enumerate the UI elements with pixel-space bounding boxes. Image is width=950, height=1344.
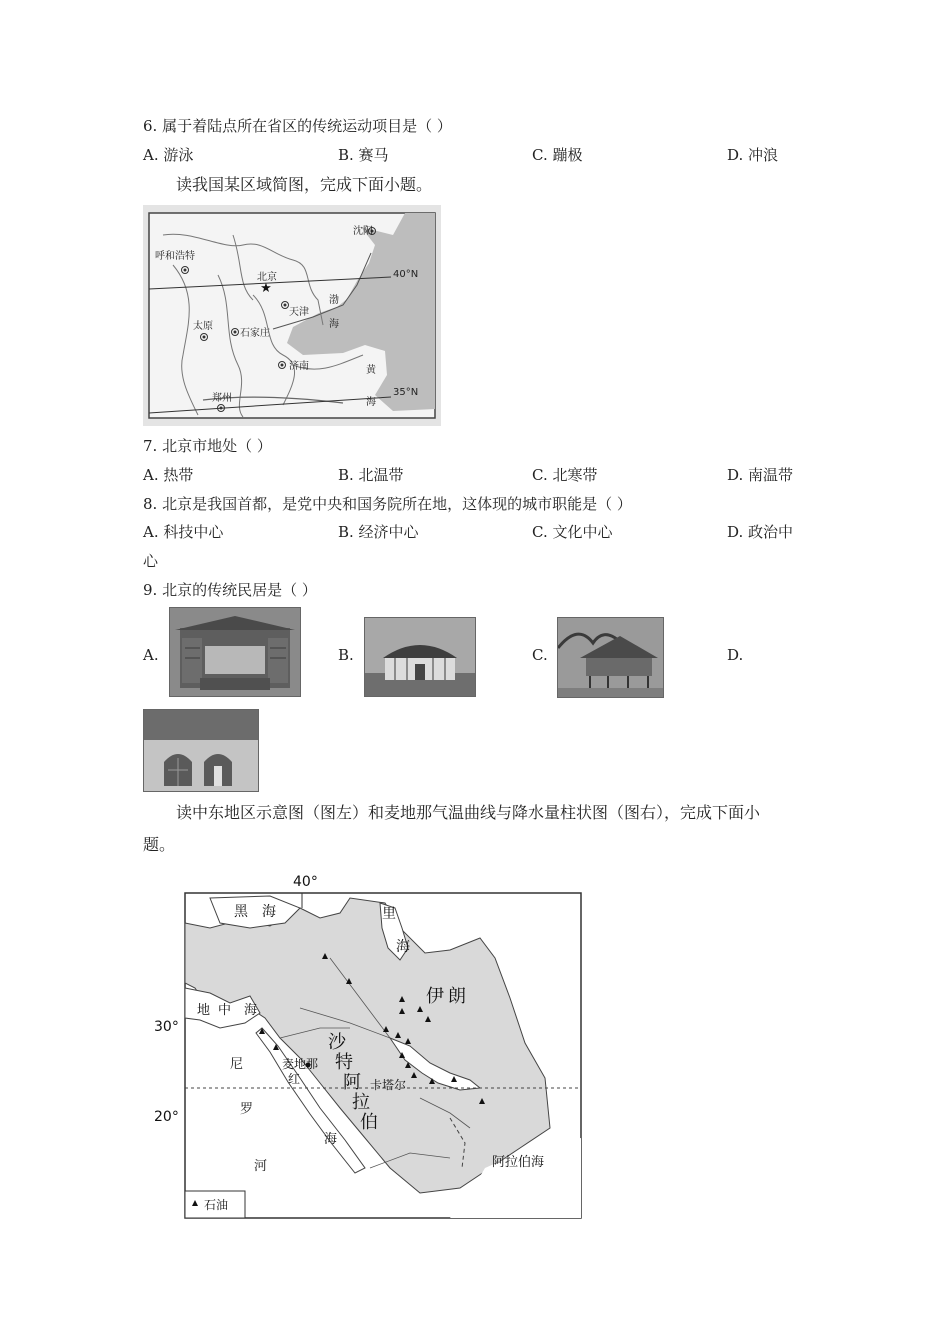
q6-option-b[interactable]: B. 赛马: [338, 146, 389, 164]
q9-option-a[interactable]: A.: [143, 646, 159, 664]
q8-stem: 8. 北京是我国首都，是党中央和国务院所在地，这体现的城市职能是（ ）: [143, 495, 632, 513]
q6-stem: 6. 属于着陆点所在省区的传统运动项目是（ ）: [143, 117, 452, 135]
label-caspian-1: 里: [382, 906, 396, 922]
intro-middle-east-line1: 读中东地区示意图（图左）和麦地那气温曲线与降水量柱状图（图右），完成下面小: [176, 803, 761, 822]
label-arabian-sea: 阿拉伯海: [492, 1155, 545, 1170]
label-iran-2: 朗: [448, 986, 466, 1007]
q9-stem: 9. 北京的传统民居是（ ）: [143, 581, 317, 599]
city-shijiazhuang: 石家庄: [240, 328, 270, 339]
photo-stilt-house[interactable]: [557, 617, 664, 698]
q8-option-c[interactable]: C. 文化中心: [532, 523, 613, 541]
city-taiyuan: 太原: [193, 321, 213, 332]
label-nile-1: 尼: [230, 1057, 244, 1072]
label-saudi-3: 阿: [343, 1072, 361, 1093]
label-saudi-2: 特: [335, 1052, 353, 1073]
city-beijing: 北京: [257, 272, 277, 283]
q6-option-a[interactable]: A. 游泳: [143, 146, 194, 164]
label-med-3: 海: [244, 1003, 258, 1018]
city-jinan: 济南: [289, 361, 309, 372]
photo-yurt[interactable]: [364, 617, 476, 697]
lat-35n: 35°N: [393, 387, 419, 398]
label-saudi-1: 沙: [328, 1032, 346, 1053]
north-china-map: [143, 205, 441, 426]
intro-middle-east-line2: 题。: [143, 835, 176, 854]
city-tianjin: 天津: [289, 307, 309, 318]
middle-east-map: [150, 868, 585, 1220]
label-medina: 麦地那: [282, 1057, 319, 1071]
intro-north-china: 读我国某区域简图，完成下面小题。: [176, 175, 433, 194]
label-qatar: 卡塔尔: [370, 1078, 407, 1092]
svg-text:★: ★: [260, 281, 272, 296]
q7-option-d[interactable]: D. 南温带: [727, 466, 794, 484]
city-zhengzhou: 郑州: [212, 393, 232, 404]
city-hohhot: 呼和浩特: [155, 251, 195, 262]
q7-option-c[interactable]: C. 北寒带: [532, 466, 598, 484]
q9-option-b[interactable]: B.: [338, 646, 354, 664]
city-shenyang: 沈阳: [353, 226, 373, 237]
lat-40n: 40°N: [393, 269, 419, 280]
label-red-sea-2: 海: [324, 1132, 338, 1147]
legend-oil: 石油: [204, 1198, 229, 1212]
q8-option-d[interactable]: D. 政治中: [727, 523, 794, 541]
sea-yellow-2: 海: [366, 397, 376, 408]
label-red-sea-1: 红: [288, 1072, 301, 1086]
q6-option-c[interactable]: C. 蹦极: [532, 146, 583, 164]
sea-bohai-2: 海: [329, 319, 339, 330]
sea-yellow-1: 黄: [366, 365, 376, 376]
label-nile-3: 河: [254, 1159, 268, 1174]
label-caspian-2: 海: [396, 939, 410, 955]
lon-40: 40°: [293, 874, 318, 890]
lat-30: 30°: [154, 1019, 179, 1035]
label-black-2: 海: [262, 904, 276, 920]
q8-option-b[interactable]: B. 经济中心: [338, 523, 419, 541]
q9-option-c[interactable]: C.: [532, 646, 548, 664]
photo-cave-dwelling[interactable]: [143, 709, 259, 792]
label-med-2: 中: [218, 1003, 232, 1018]
sea-bohai-1: 渤: [329, 295, 339, 306]
label-black-1: 黑: [234, 904, 248, 920]
q8-option-d-wrap: 心: [143, 552, 159, 570]
q7-option-a[interactable]: A. 热带: [143, 466, 194, 484]
label-med-1: 地: [197, 1003, 211, 1018]
q9-option-d[interactable]: D.: [727, 646, 744, 664]
q8-option-a[interactable]: A. 科技中心: [143, 523, 224, 541]
lat-20: 20°: [154, 1109, 179, 1125]
label-nile-2: 罗: [240, 1102, 254, 1117]
label-saudi-4: 拉: [352, 1092, 370, 1113]
label-iran-1: 伊: [426, 986, 444, 1007]
q7-option-b[interactable]: B. 北温带: [338, 466, 404, 484]
label-saudi-5: 伯: [360, 1112, 378, 1133]
q6-option-d[interactable]: D. 冲浪: [727, 146, 779, 164]
q7-stem: 7. 北京市地处（ ）: [143, 437, 272, 455]
photo-courtyard-house[interactable]: [169, 607, 301, 697]
